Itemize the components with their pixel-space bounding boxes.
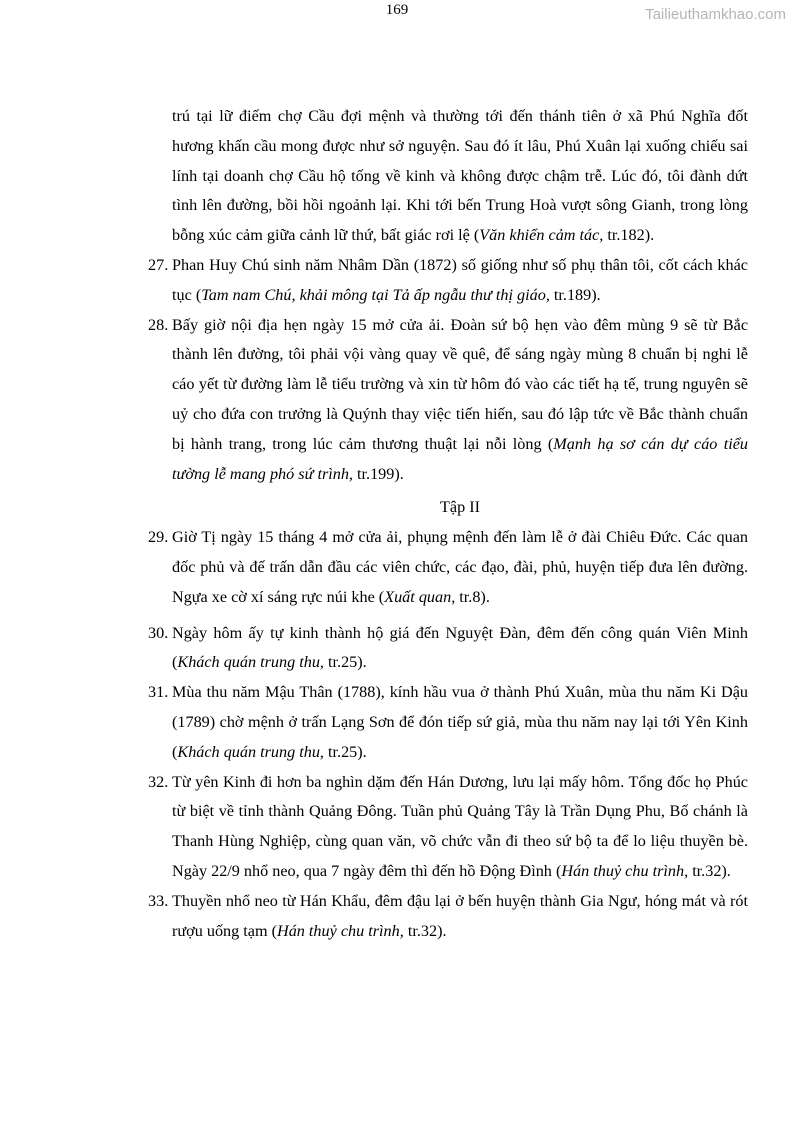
item-page: tr.8).: [455, 587, 490, 606]
intro-paragraph: [148, 102, 748, 251]
item-source: Tam nam Chú, khải mông tại Tả ấp ngẫu thư thị giáo,: [201, 285, 550, 304]
intro-text: trú tại lữ điếm chợ Cầu đợi mệnh và thường tới đến thánh tiên ở xã Phú Nghĩa đốt hương khấn cầu mong được như sở nguyện. Sau đó ít lâu, Phú Xuân lại xuống chiếu sai lính tại doanh chợ Cầu hộ tống về kinh và không được chậm trễ. Lúc đó, tôi đành dứt tình lên đường, bồi hồi ngoảnh lại. Khi tới bến Trung Hoà vượt sông Gianh, trong lòng bỗng xúc cảm giữa cảnh lữ thứ, bất giác rơi lệ (: [172, 107, 748, 245]
item-text: Từ yên Kinh đi hơn ba nghìn dặm đến Hán Dương, lưu lại mấy hôm. Tổng đốc họ Phúc từ biệt về tỉnh thành Quảng Đông. Tuần phủ Quảng Tây là Trần Dụng Phu, Bố chánh là Thanh Hùng Nghiệp, cùng quan văn, võ chức vẫn đi theo sứ bộ ta để lo liệu thuyền bè. Ngày 22/9 nhổ neo, qua 7 ngày đêm thì đến hồ Động Đình (: [172, 772, 748, 880]
item-source: Khách quán trung thu,: [177, 653, 324, 672]
list-item-29: [148, 523, 748, 612]
item-text: Ngày hôm ấy tự kinh thành hộ giá đến Nguyệt Đàn, đêm đến công quán Viên Minh (: [172, 623, 748, 672]
item-number: 29.: [148, 528, 169, 547]
item-number: 32.: [148, 772, 169, 791]
item-source: Hán thuỷ chu trình,: [277, 921, 404, 940]
list-item-27: [148, 251, 748, 311]
item-source: Xuất quan,: [384, 587, 456, 606]
section-title: Tập II: [440, 498, 480, 517]
item-source: Mạnh hạ sơ cán dự cáo tiểu tường lễ mang phó sứ trình,: [172, 434, 748, 483]
list-item-32: [148, 768, 748, 887]
item-page: tr.32).: [403, 921, 447, 940]
list-item-33: [148, 887, 748, 947]
list-item-30: [148, 619, 748, 679]
item-text: Thuyền nhổ neo từ Hán Khẩu, đêm đậu lại ở bến huyện thành Gia Ngư, hóng mát và rót rượu uống tạm (: [172, 891, 748, 940]
item-text: Phan Huy Chú sinh năm Nhâm Dần (1872) số giống như số phụ thân tôi, cốt cách khác tục (: [172, 255, 748, 304]
item-text: Bấy giờ nội địa hẹn ngày 15 mở cửa ải. Đoàn sứ bộ hẹn vào đêm mùng 9 sẽ từ Bắc thành lên đường, tôi phải vội vàng quay về quê, để sáng ngày mùng 8 chuẩn bị nghi lễ cáo yết từ đường làm lễ tiểu trường và xin từ hôm đó vào các tiết hạ tế, trung nguyên sẽ uỷ cho đứa con trưởng là Quýnh thay việc tiến hiến, sau đó lập tức về Bắc thành chuẩn bị hành trang, trong lúc cảm thương thuật lại nỗi lòng (: [172, 315, 748, 453]
item-page: tr.32).: [688, 861, 731, 880]
item-page: tr.25).: [323, 653, 367, 672]
list-item-28: [148, 311, 748, 490]
item-number: 31.: [148, 683, 169, 702]
item-text: Mùa thu năm Mậu Thân (1788), kính hầu vua ở thành Phú Xuân, mùa thu năm Ki Dậu (1789) chờ mệnh ở trấn Lạng Sơn để đón tiếp sứ giả, mùa thu năm nay lại tới Yên Kinh (: [172, 683, 748, 761]
item-number: 30.: [148, 623, 169, 642]
item-number: 27.: [148, 255, 169, 274]
item-number: 33.: [148, 891, 169, 910]
item-page: tr.189).: [549, 285, 601, 304]
item-source: Hán thuỷ chu trình,: [561, 861, 689, 880]
list-item-31: [148, 678, 748, 767]
item-text: Giờ Tị ngày 15 tháng 4 mở cửa ải, phụng mệnh đến làm lễ ở đài Chiêu Đức. Các quan đốc phủ và đế trấn dẫn đầu các viên chức, các đạo, đài, phủ, huyện tiếp đưa lên đường. Ngựa xe cờ xí sáng rực núi khe (: [172, 528, 748, 606]
item-source: Khách quán trung thu,: [177, 742, 324, 761]
intro-page: tr.182).: [603, 226, 655, 245]
document-body: [148, 102, 748, 946]
item-number: 28.: [148, 315, 169, 334]
page-number: 169: [385, 2, 409, 18]
item-page: tr.25).: [323, 742, 367, 761]
intro-source: Văn khiển cảm tác,: [479, 226, 604, 245]
watermark: Tailieuthamkhao.com: [645, 6, 786, 23]
item-page: tr.199).: [352, 464, 404, 483]
